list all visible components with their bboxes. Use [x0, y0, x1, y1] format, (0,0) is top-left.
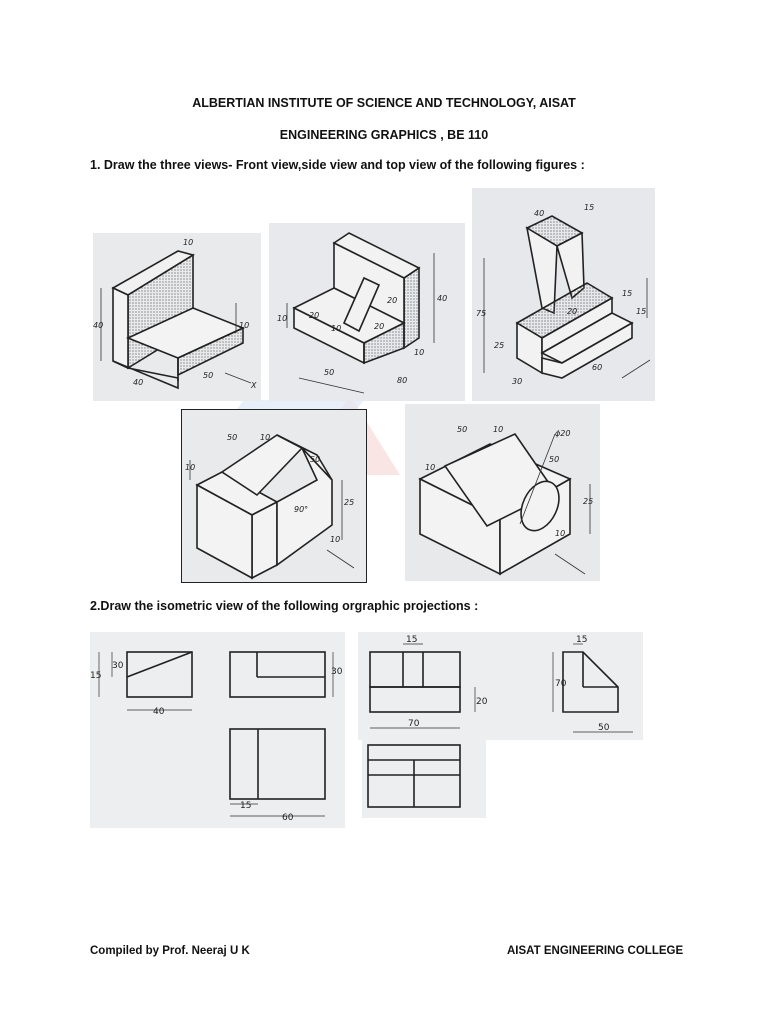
figure-6-orthographic-views	[90, 632, 345, 828]
dimension-label: 15	[622, 289, 633, 298]
dimension-label: 10	[185, 463, 196, 472]
dimension-label: 50	[549, 455, 560, 464]
dimension-label: 15	[636, 307, 647, 316]
dimension-label: 50	[203, 371, 214, 380]
dimension-label: 60	[592, 363, 603, 372]
course-title: ENGINEERING GRAPHICS , BE 110	[279, 128, 489, 142]
dimension-label: 10	[493, 425, 504, 434]
dimension-label: 80	[397, 376, 408, 385]
dimension-label: 15	[90, 671, 102, 681]
dimension-label: 40	[133, 378, 144, 387]
dimension-label: 40	[437, 294, 448, 303]
dimension-label: 10	[425, 463, 436, 472]
figure-1-l-block	[93, 233, 261, 401]
dimension-label: 40	[153, 707, 165, 717]
dimension-label: 15	[240, 801, 252, 811]
figure-2-block-with-rib	[269, 223, 465, 401]
dimension-label: 10	[414, 348, 425, 357]
figure-7-orthographic-top	[358, 632, 643, 740]
dimension-label: 20	[387, 296, 398, 305]
dimension-label: ϕ20	[555, 429, 571, 438]
dimension-label: 40	[93, 321, 104, 330]
dimension-label: 75	[476, 309, 487, 318]
dimension-label: 90°	[294, 505, 309, 514]
dimension-label: 50	[598, 723, 610, 733]
footer-compiled-by: Compiled by Prof. Neeraj U K	[90, 945, 250, 957]
dimension-label: 20	[567, 307, 578, 316]
question-1: 1. Draw the three views- Front view,side view and top view of the following figures :	[90, 158, 585, 172]
dimension-label: X	[251, 381, 257, 390]
dimension-label: 10	[331, 324, 342, 333]
dimension-label: 30	[112, 661, 124, 671]
dimension-label: 50	[324, 368, 335, 377]
dimension-label: 20	[476, 697, 488, 707]
dimension-label: 50	[457, 425, 468, 434]
dimension-label: 40	[534, 209, 545, 218]
dimension-label: 15	[576, 635, 588, 645]
figure-7-orthographic-front	[362, 740, 486, 818]
footer-college: AISAT ENGINEERING COLLEGE	[507, 945, 684, 957]
dimension-label: 10	[277, 314, 288, 323]
dimension-label: 70	[555, 679, 567, 689]
dimension-label: 50	[227, 433, 238, 442]
dimension-label: 70	[408, 719, 420, 729]
dimension-label: 25	[344, 498, 355, 507]
dimension-label: 10	[555, 529, 566, 538]
dimension-label: 30	[331, 667, 343, 677]
dimension-label: 10	[183, 238, 194, 247]
institute-title: ALBERTIAN INSTITUTE OF SCIENCE AND TECHNOLOGY, AISAT	[192, 96, 576, 110]
dimension-label: 25	[583, 497, 594, 506]
dimension-label: 10	[260, 433, 271, 442]
dimension-label: 60	[282, 813, 294, 823]
dimension-label: 15	[406, 635, 418, 645]
dimension-label: 10	[330, 535, 341, 544]
dimension-label: 20	[374, 322, 385, 331]
figure-3-stepped-block	[472, 188, 655, 401]
dimension-label: 10	[239, 321, 250, 330]
dimension-label: 20	[309, 311, 320, 320]
figure-4-v-block	[181, 409, 367, 583]
figure-5-block-with-cylinder	[405, 404, 600, 581]
question-2: 2.Draw the isometric view of the following orgraphic projections :	[90, 599, 479, 613]
dimension-label: 15	[584, 203, 595, 212]
dimension-label: 30	[512, 377, 523, 386]
dimension-label: 25	[494, 341, 505, 350]
dimension-label: 50	[310, 455, 321, 464]
